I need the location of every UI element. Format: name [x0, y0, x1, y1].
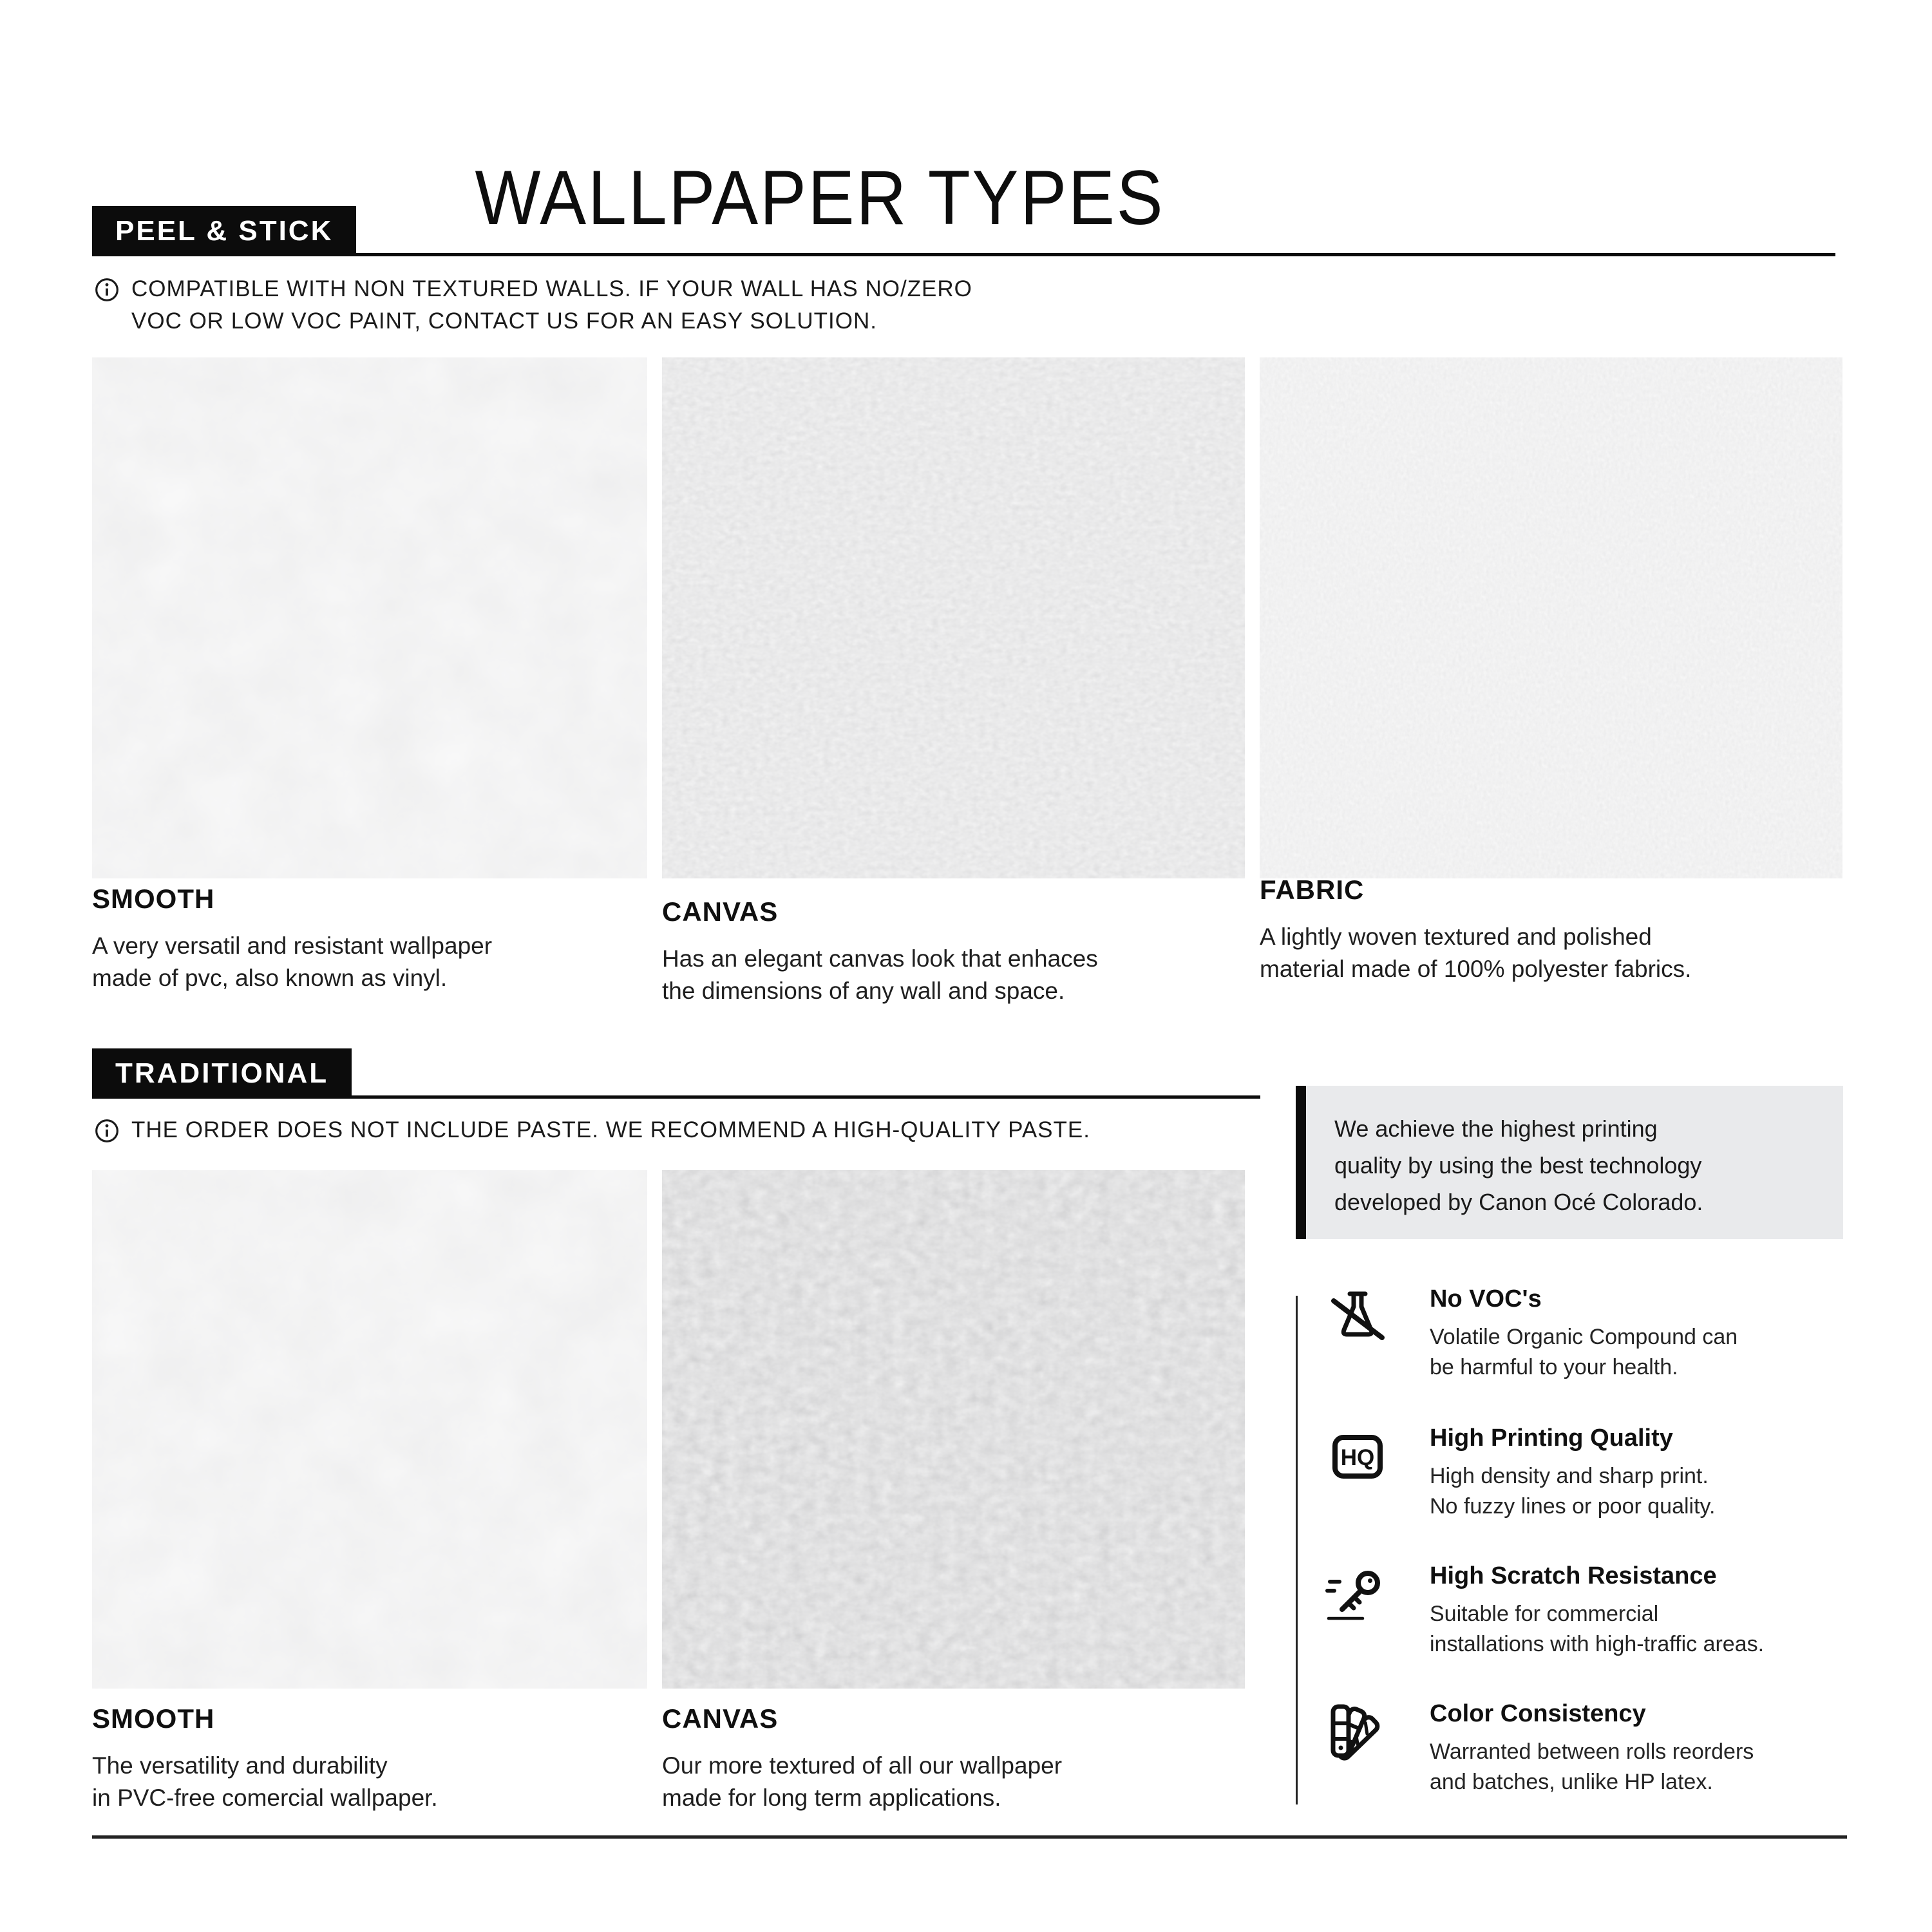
feature-no-voc [1325, 1285, 1861, 1383]
swatch-description-line2: the dimensions of any wall and space. [662, 978, 1065, 1004]
swatch-description-line2: made for long term applications. [662, 1785, 1001, 1811]
swatch-description-line2: made of pvc, also known as vinyl. [92, 965, 448, 991]
printing-quality-callout [1296, 1086, 1843, 1239]
feature-title: No VOC's [1430, 1285, 1542, 1312]
feature-high-printing-quality [1325, 1425, 1861, 1522]
feature-description-line2: installations with high-traffic areas. [1430, 1632, 1765, 1656]
printing-note-line1: We achieve the highest printing [1334, 1115, 1658, 1142]
section-divider-line [92, 1095, 1260, 1099]
feature-title: High Scratch Resistance [1430, 1562, 1717, 1589]
feature-description-line1: Volatile Organic Compound can [1430, 1325, 1738, 1349]
swatch-image-traditional-canvas [662, 1170, 1245, 1689]
rough-canvas-texture [662, 1170, 1245, 1689]
caption-peel-stick-smooth [92, 884, 659, 994]
caption-peel-stick-fabric [1260, 875, 1826, 985]
printing-note-line2: quality by using the best technology [1334, 1152, 1702, 1179]
swatch-description-line2: in PVC-free comercial wallpaper. [92, 1785, 438, 1811]
swatch-name: CANVAS [662, 1703, 779, 1734]
section-tag-label: PEEL & STICK [115, 215, 334, 247]
swatch-name: SMOOTH [92, 1703, 215, 1734]
caption-peel-stick-canvas [662, 896, 1229, 1007]
feature-description-line2: No fuzzy lines or poor quality. [1430, 1494, 1716, 1519]
svg-text:HQ: HQ [1340, 1445, 1375, 1470]
bottom-divider-line [92, 1835, 1847, 1839]
swatch-description-line1: A very versatil and resistant wallpaper [92, 933, 493, 959]
swatch-description-line1: The versatility and durability [92, 1752, 388, 1779]
note-text-line2: VOC OR LOW VOC PAINT, CONTACT US FOR AN EASY SOLUTION. [131, 308, 877, 334]
peel-stick-note [94, 273, 972, 337]
info-icon [94, 1118, 120, 1144]
swatch-description-line1: Has an elegant canvas look that enhaces [662, 945, 1098, 972]
traditional-note [94, 1114, 1090, 1146]
section-divider-line [92, 253, 1835, 256]
hq-badge-icon [1325, 1425, 1390, 1489]
swatch-description-line1: A lightly woven textured and polished [1260, 923, 1652, 950]
swatch-description-line2: material made of 100% polyester fabrics. [1260, 956, 1692, 982]
swatch-image-peel-stick-fabric [1260, 357, 1842, 878]
section-tag-traditional [92, 1048, 352, 1099]
fine-canvas-texture [662, 357, 1245, 878]
swatch-description-line1: Our more textured of all our wallpaper [662, 1752, 1063, 1779]
smooth-pvc-free-texture [92, 1170, 647, 1689]
printing-note-line3: developed by Canon Océ Colorado. [1334, 1189, 1703, 1215]
sidebar-vertical-divider [1296, 1296, 1298, 1804]
no-voc-flask-icon [1325, 1285, 1390, 1350]
note-text: THE ORDER DOES NOT INCLUDE PASTE. WE RECOMMEND A HIGH-QUALITY PASTE. [131, 1117, 1090, 1142]
section-tag-label: TRADITIONAL [115, 1057, 329, 1089]
feature-color-consistency [1325, 1700, 1861, 1797]
swatch-name: SMOOTH [92, 884, 215, 914]
page-title: WALLPAPER TYPES [475, 155, 1165, 242]
feature-title: High Printing Quality [1430, 1425, 1673, 1452]
feature-title: Color Consistency [1430, 1700, 1646, 1727]
smooth-vinyl-texture [92, 357, 647, 878]
feature-description-line1: Suitable for commercial [1430, 1602, 1659, 1626]
key-scratch-icon [1325, 1562, 1390, 1627]
polyester-linen-texture [1260, 357, 1842, 878]
swatch-name: FABRIC [1260, 875, 1365, 905]
swatch-image-traditional-smooth [92, 1170, 647, 1689]
section-tag-peel-and-stick [92, 206, 356, 256]
feature-description-line2: and batches, unlike HP latex. [1430, 1770, 1713, 1794]
feature-description-line1: Warranted between rolls reorders [1430, 1739, 1754, 1764]
feature-high-scratch-resistance [1325, 1562, 1861, 1660]
color-fan-icon [1325, 1700, 1390, 1765]
feature-description-line2: be harmful to your health. [1430, 1355, 1678, 1379]
swatch-image-peel-stick-smooth [92, 357, 647, 878]
caption-traditional-smooth [92, 1703, 659, 1814]
swatch-name: CANVAS [662, 896, 779, 927]
info-icon [94, 277, 120, 303]
note-text-line1: COMPATIBLE WITH NON TEXTURED WALLS. IF YOUR WALL HAS NO/ZERO [131, 276, 972, 301]
feature-description-line1: High density and sharp print. [1430, 1464, 1709, 1488]
caption-traditional-canvas [662, 1703, 1229, 1814]
swatch-image-peel-stick-canvas [662, 357, 1245, 878]
